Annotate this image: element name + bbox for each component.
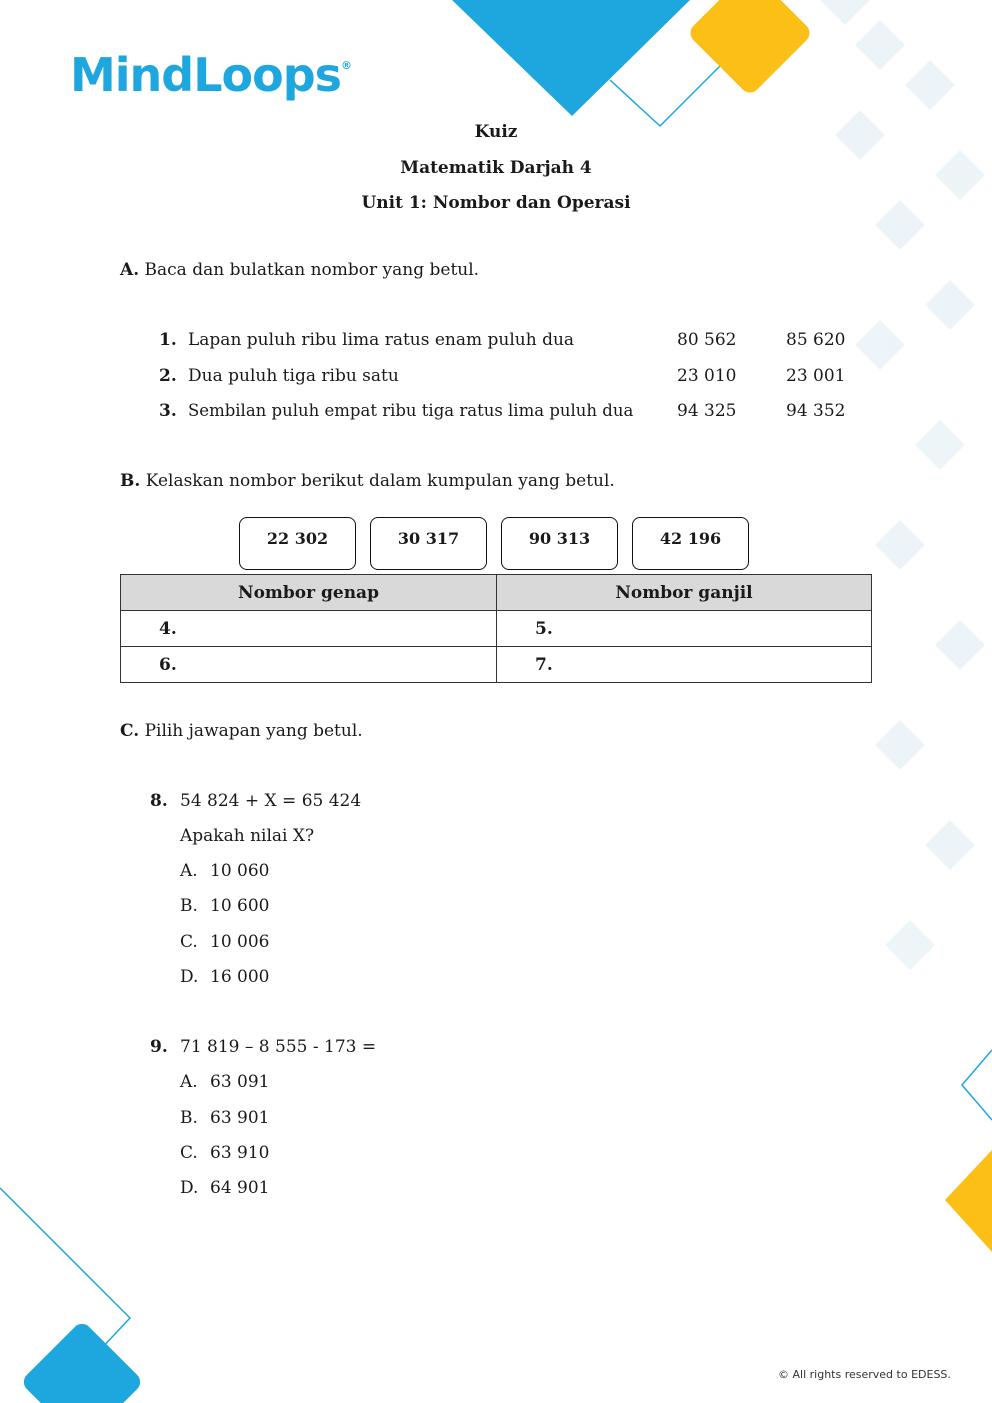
answer-cell-6[interactable]: 6.: [121, 647, 497, 683]
option-letter: A.: [180, 1072, 198, 1092]
bottom-blue-diamond: [20, 1320, 144, 1403]
option-value: 64 901: [210, 1178, 270, 1198]
section-a-instruction: Baca dan bulatkan nombor yang betul.: [144, 260, 480, 280]
option-letter: B.: [180, 896, 198, 916]
question-8-number: 8.: [150, 791, 168, 811]
right-outline-diamond: [962, 1050, 992, 1120]
option-1[interactable]: 94 325: [677, 401, 737, 421]
option-letter: D.: [180, 1178, 199, 1198]
quiz-title: Kuiz: [474, 122, 518, 142]
number-card[interactable]: 42 196: [632, 517, 749, 570]
option-value: 63 910: [210, 1143, 270, 1163]
answer-cell-5[interactable]: 5.: [497, 611, 872, 647]
item-number: 2.: [159, 366, 177, 386]
classification-table: [120, 574, 872, 683]
section-b-letter: B.: [120, 471, 141, 491]
subject-title: Matematik Darjah 4: [400, 158, 592, 178]
section-a-heading: [120, 260, 479, 280]
table-row: [121, 611, 872, 647]
option-1[interactable]: 23 010: [677, 366, 737, 386]
header-even: Nombor genap: [121, 575, 497, 611]
section-c-letter: C.: [120, 721, 140, 741]
number-card[interactable]: 90 313: [501, 517, 618, 570]
option-1[interactable]: 80 562: [677, 330, 737, 350]
question-9-number: 9.: [150, 1037, 168, 1057]
table-row: [121, 647, 872, 683]
option-value: 10 060: [210, 861, 270, 881]
section-c-instruction: Pilih jawapan yang betul.: [144, 721, 363, 741]
answer-cell-7[interactable]: 7.: [497, 647, 872, 683]
option-value: 10 006: [210, 932, 270, 952]
bottom-left-outline: [0, 1188, 130, 1350]
section-c-heading: [120, 721, 363, 741]
question-8-equation: 54 824 + X = 65 424: [180, 791, 362, 811]
question-9-equation: 71 819 – 8 555 - 173 =: [180, 1037, 377, 1057]
section-b-heading: [120, 471, 615, 491]
section-a-letter: A.: [120, 260, 140, 280]
option-value: 63 901: [210, 1108, 270, 1128]
option-letter: A.: [180, 861, 198, 881]
option-letter: B.: [180, 1108, 198, 1128]
option-letter: D.: [180, 967, 199, 987]
item-text: Sembilan puluh empat ribu tiga ratus lima puluh dua: [188, 401, 634, 420]
option-letter: C.: [180, 1143, 198, 1163]
logo-text: MindLoops: [70, 48, 342, 102]
table-header-row: [121, 575, 872, 611]
top-yellow-diamond: [686, 0, 813, 97]
item-text: Lapan puluh ribu lima ratus enam puluh dua: [188, 330, 575, 350]
top-blue-triangle: [452, 0, 690, 116]
item-text: Dua puluh tiga ribu satu: [188, 366, 399, 386]
item-number: 1.: [159, 330, 177, 350]
section-b-instruction: Kelaskan nombor berikut dalam kumpulan yang betul.: [145, 471, 615, 491]
item-number: 3.: [159, 401, 177, 421]
option-value: 10 600: [210, 896, 270, 916]
option-value: 16 000: [210, 967, 270, 987]
number-card[interactable]: 22 302: [239, 517, 356, 570]
registered-mark: ®: [341, 59, 353, 72]
header-odd: Nombor ganjil: [497, 575, 872, 611]
copyright-notice: © All rights reserved to EDESS.: [778, 1368, 951, 1381]
unit-title: Unit 1: Nombor dan Operasi: [361, 193, 631, 213]
right-yellow-triangle: [945, 1150, 992, 1252]
option-2[interactable]: 85 620: [786, 330, 846, 350]
number-card[interactable]: 30 317: [370, 517, 487, 570]
option-letter: C.: [180, 932, 198, 952]
option-value: 63 091: [210, 1072, 270, 1092]
question-8-prompt: Apakah nilai X?: [180, 826, 315, 846]
answer-cell-4[interactable]: 4.: [121, 611, 497, 647]
option-2[interactable]: 23 001: [786, 366, 846, 386]
option-2[interactable]: 94 352: [786, 401, 846, 421]
mindloops-logo: [70, 48, 353, 102]
